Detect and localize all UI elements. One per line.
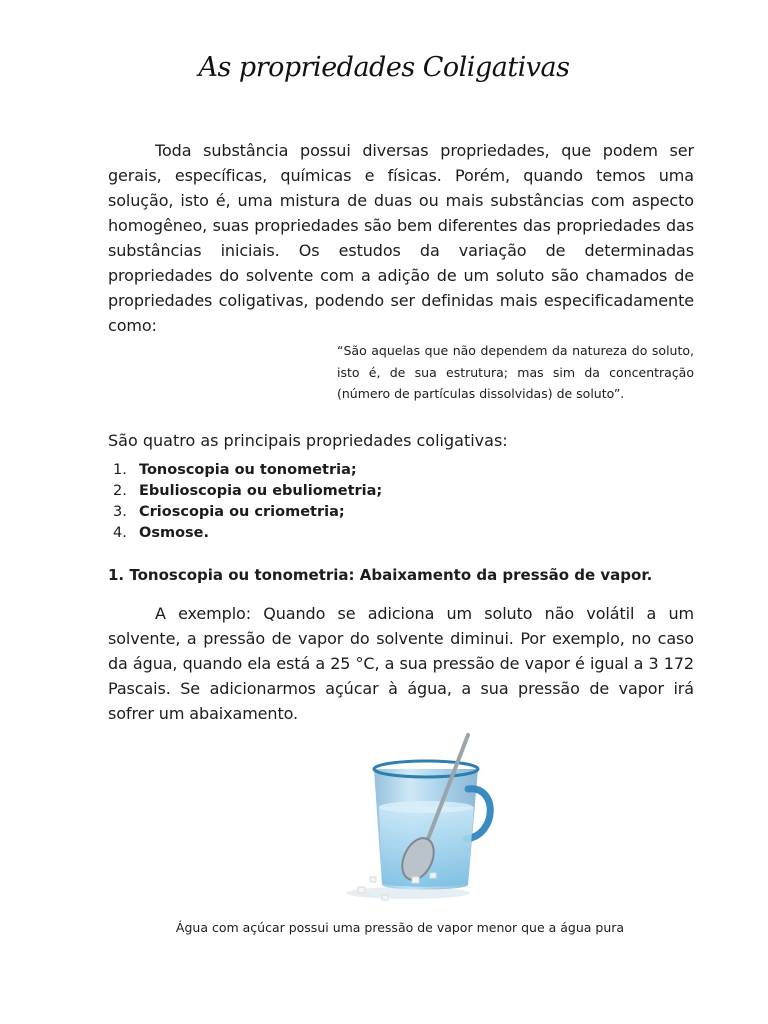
list-item-label: Tonoscopia ou tonometria; xyxy=(139,462,357,478)
list-item-number: 1. xyxy=(113,462,127,478)
definition-quote-text: “São aquelas que não dependem da natureza do soluto, isto é, de sua estrutura; mas sim da concentração (número de partículas dissolvidas) de soluto”. xyxy=(337,343,694,401)
sugar-cube xyxy=(370,877,376,882)
example-paragraph: A exemplo: Quando se adiciona um soluto não volátil a um solvente, a pressão de vapor do solvente diminui. Por exemplo, no caso da água, quando ela está a 25 °C, a sua pressão de vapor é igual a 3 172 Pascais. Se adicionarmos açúcar à água, a sua pressão de vapor irá sofrer um abaixamento. xyxy=(108,604,694,723)
intro-paragraph: Toda substância possui diversas propriedades, que podem ser gerais, específicas, químicas e físicas. Porém, quando temos uma solução, isto é, uma mistura de duas ou mais substâncias com aspecto homogêneo, suas propriedades são bem diferentes das propriedades das substâncias iniciais. Os estudos da variação de determinadas propriedades do solvente com a adição de um soluto são chamados de propriedades coligativas, podendo ser definidas mais especificadamente como: xyxy=(108,141,694,335)
list-item-label: Crioscopia ou criometria; xyxy=(139,504,345,520)
sugar-cube xyxy=(358,887,365,893)
glass-with-spoon-image xyxy=(300,727,505,913)
water-surface xyxy=(379,801,473,813)
list-item xyxy=(113,502,382,523)
list-item-number: 4. xyxy=(113,525,127,541)
list-item xyxy=(113,523,382,544)
list-intro: São quatro as principais propriedades coligativas: xyxy=(108,431,508,450)
figure-caption: Água com açúcar possui uma pressão de vapor menor que a água pura xyxy=(175,920,625,935)
sugar-cube xyxy=(430,873,436,878)
list-item xyxy=(113,460,382,481)
glass-illustration xyxy=(300,727,505,913)
list-item xyxy=(113,481,382,502)
list-item-label: Ebulioscopia ou ebuliometria; xyxy=(139,483,383,499)
definition-quote xyxy=(337,340,694,405)
page-title: As propriedades Coligativas xyxy=(198,52,570,83)
list-item-number: 3. xyxy=(113,504,127,520)
sugar-cube xyxy=(382,895,388,900)
properties-list xyxy=(113,460,382,544)
section-heading: 1. Tonoscopia ou tonometria: Abaixamento da pressão de vapor. xyxy=(108,566,653,584)
list-item-number: 2. xyxy=(113,483,127,499)
sugar-cube xyxy=(412,877,419,883)
list-item-label: Osmose. xyxy=(139,525,210,541)
